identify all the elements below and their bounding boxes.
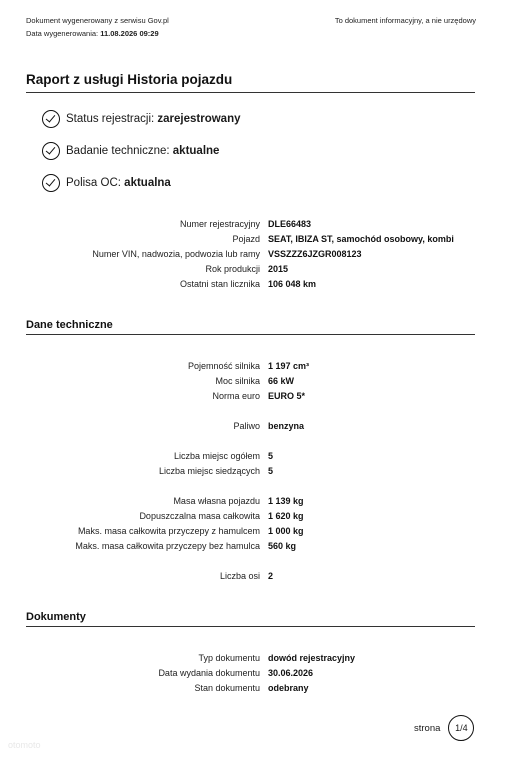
divider <box>26 626 475 627</box>
informational-notice: To dokument informacyjny, a nie urzędowy <box>334 16 476 25</box>
kv-odometer: Ostatni stan licznika 106 048 km <box>179 279 317 289</box>
kv-seats-sitting: Liczba miejsc siedzących 5 <box>158 466 274 476</box>
check-circle-icon <box>42 174 60 192</box>
section-title-documents: Dokumenty <box>26 611 86 623</box>
kv-production-year: Rok produkcji 2015 <box>205 264 289 274</box>
kv-document-status: Stan dokumentu odebrany <box>194 683 309 693</box>
divider <box>26 92 475 93</box>
kv-fuel: Paliwo benzyna <box>233 421 305 431</box>
kv-axles: Liczba osi 2 <box>219 571 274 581</box>
page-title: Raport z usługi Historia pojazdu <box>26 72 233 87</box>
page-number: 1/4 <box>448 715 474 741</box>
header-left <box>26 14 169 40</box>
generated-from: Dokument wygenerowany z serwisu Gov.pl <box>26 16 169 25</box>
kv-registration-number: Numer rejestracyjny DLE66483 <box>179 219 312 229</box>
kv-trailer-unbraked: Maks. masa całkowita przyczepy bez hamulca 560 kg <box>75 541 297 551</box>
check-circle-icon <box>42 110 60 128</box>
kv-vin: Numer VIN, nadwozia, podwozia lub ramy VSSZZZ6JZGR008123 <box>92 249 362 259</box>
page-label: strona <box>414 722 441 734</box>
kv-curb-weight: Masa własna pojazdu 1 139 kg <box>173 496 304 506</box>
kv-document-issue-date: Data wydania dokumentu 30.06.2026 <box>158 668 314 678</box>
kv-engine-capacity: Pojemność silnika 1 197 cm³ <box>187 361 310 371</box>
kv-vehicle: Pojazd SEAT, IBIZA ST, samochód osobowy, kombi <box>232 234 454 244</box>
kv-trailer-braked: Maks. masa całkowita przyczepy z hamulcem 1 000 kg <box>77 526 304 536</box>
divider <box>26 334 475 335</box>
status-insurance: Polisa OC: aktualna <box>42 172 171 194</box>
kv-max-gross-weight: Dopuszczalna masa całkowita 1 620 kg <box>139 511 304 521</box>
kv-seats-total: Liczba miejsc ogółem 5 <box>173 451 274 461</box>
kv-engine-power: Moc silnika 66 kW <box>215 376 295 386</box>
generated-date: Data wygenerowania: 11.08.2026 09:29 <box>26 29 159 38</box>
page-indicator <box>414 715 474 741</box>
kv-document-type: Typ dokumentu dowód rejestracyjny <box>198 653 356 663</box>
status-registration: Status rejestracji: zarejestrowany <box>42 108 241 130</box>
status-inspection: Badanie techniczne: aktualne <box>42 140 219 162</box>
watermark-logo: otomoto <box>8 740 41 750</box>
kv-euro-norm: Norma euro EURO 5* <box>212 391 306 401</box>
check-circle-icon <box>42 142 60 160</box>
section-title-technical: Dane techniczne <box>26 319 113 331</box>
